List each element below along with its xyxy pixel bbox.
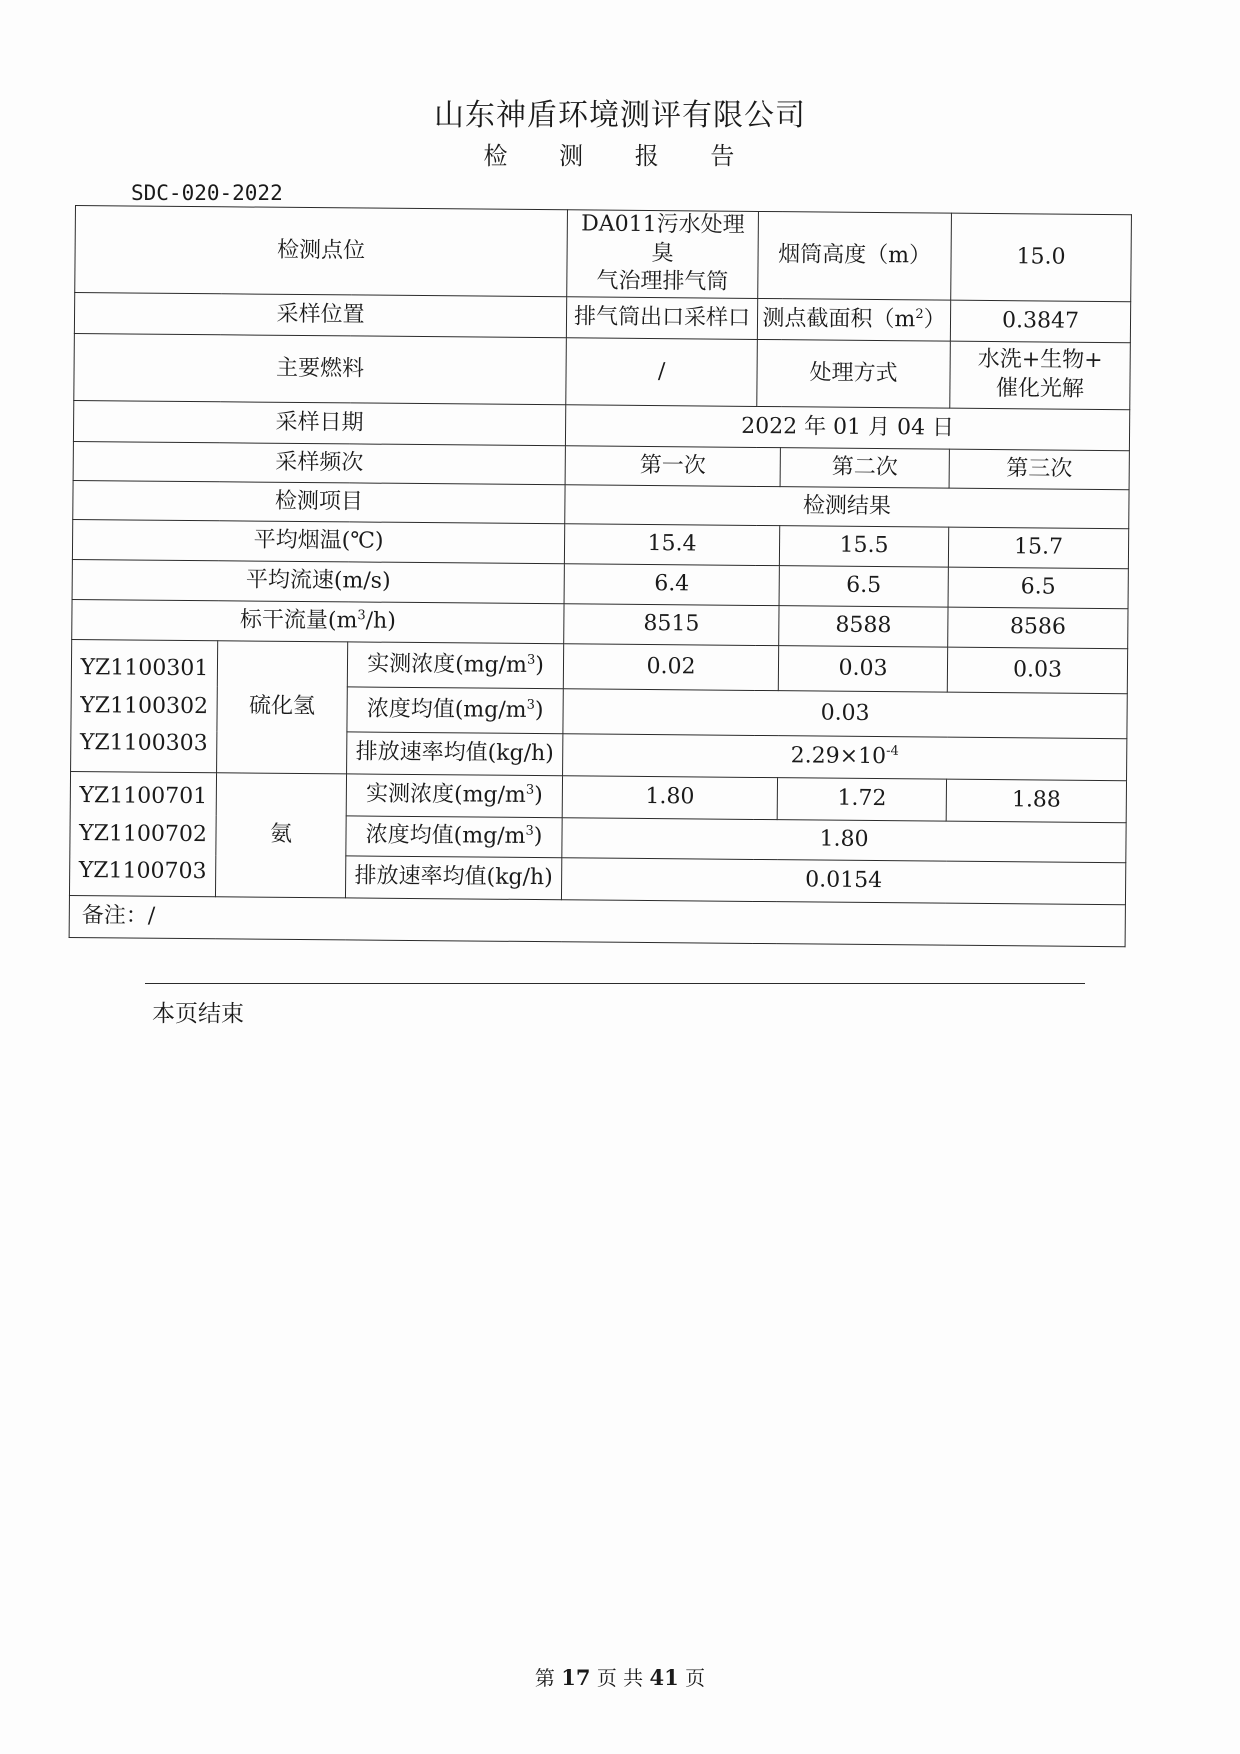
end-divider bbox=[145, 983, 1085, 984]
section-area-label bbox=[757, 298, 950, 341]
treatment-value-line1: 水洗+生物+ bbox=[977, 347, 1103, 374]
page-number bbox=[0, 1662, 1240, 1691]
rate-value bbox=[563, 734, 1127, 781]
section-area-label-suffix: ） bbox=[923, 307, 946, 333]
measured-label-sup: 3 bbox=[525, 782, 535, 798]
sample-code: YZ1100301 bbox=[80, 654, 209, 681]
rate-value-base: 2.29×10 bbox=[790, 743, 887, 770]
row-monitoring-point bbox=[75, 206, 1132, 302]
section-area-value: 0.3847 bbox=[950, 300, 1130, 343]
average-label-text: 浓度均值(mg/m bbox=[366, 696, 527, 723]
measured-label bbox=[346, 774, 562, 818]
section-area-label-text: 测点截面积（m bbox=[762, 305, 916, 333]
measured-label-text: 实测浓度(mg/m bbox=[367, 651, 528, 678]
end-of-page-note: 本页结束 bbox=[152, 1001, 244, 1027]
flue-param-value: 8515 bbox=[564, 604, 779, 646]
sample-code: YZ1100703 bbox=[78, 858, 207, 885]
page-number-prefix: 第 bbox=[534, 1666, 555, 1690]
flue-param-value: 6.4 bbox=[564, 564, 779, 606]
report-title: 检 测 报 告 bbox=[483, 142, 757, 170]
rate-label: 排放速率均值(kg/h) bbox=[347, 732, 563, 776]
flue-param-value: 15.5 bbox=[779, 526, 948, 567]
measured-label-suffix: ) bbox=[535, 652, 544, 678]
monitoring-table bbox=[69, 205, 1132, 947]
average-label-sup: 3 bbox=[525, 823, 534, 839]
average-label-suffix: ) bbox=[533, 824, 543, 850]
measured-label-suffix: ) bbox=[534, 783, 543, 809]
row-remark bbox=[69, 895, 1125, 946]
rate-value-exponent: -4 bbox=[886, 743, 899, 760]
average-value: 1.80 bbox=[562, 818, 1126, 863]
sample-code: YZ1100303 bbox=[79, 730, 208, 757]
flue-param-label: 平均烟温(℃) bbox=[72, 519, 564, 563]
stack-height-value: 15.0 bbox=[951, 213, 1132, 302]
measured-value: 1.88 bbox=[946, 779, 1126, 823]
flue-param-value: 6.5 bbox=[779, 566, 948, 607]
flue-param-value: 15.7 bbox=[948, 527, 1128, 569]
average-label-suffix: ) bbox=[534, 697, 544, 723]
item-label: 检测项目 bbox=[73, 480, 565, 523]
flue-param-value: 6.5 bbox=[948, 567, 1128, 609]
measured-value: 1.80 bbox=[562, 776, 777, 820]
flue-param-value: 8588 bbox=[779, 606, 948, 647]
row-nh3-measured bbox=[70, 771, 1126, 822]
fuel-label: 主要燃料 bbox=[74, 333, 567, 404]
point-value-line2: 气治理排气筒 bbox=[596, 268, 729, 296]
sampling-position-label: 采样位置 bbox=[74, 293, 566, 338]
date-label: 采样日期 bbox=[73, 400, 565, 445]
page-number-current: 17 bbox=[561, 1665, 591, 1690]
flow-label-text: 标干流量(m bbox=[239, 607, 358, 634]
measured-label-text: 实测浓度(mg/m bbox=[365, 781, 526, 809]
average-label-text: 浓度均值(mg/m bbox=[365, 822, 526, 850]
average-label-sup: 3 bbox=[526, 697, 535, 713]
flue-param-value: 8586 bbox=[948, 607, 1128, 649]
treatment-label: 处理方式 bbox=[757, 339, 951, 408]
row-fuel bbox=[74, 333, 1131, 409]
flue-param-label: 平均流速(m/s) bbox=[72, 559, 564, 603]
pollutant-name: 硫化氢 bbox=[217, 641, 348, 774]
date-value: 2022 年 01 月 04 日 bbox=[565, 405, 1129, 451]
company-name: 山东神盾环境测评有限公司 bbox=[434, 98, 806, 133]
measured-label bbox=[347, 642, 563, 689]
treatment-value-line2: 催化光解 bbox=[995, 376, 1085, 402]
point-value bbox=[567, 210, 759, 299]
frequency-3: 第三次 bbox=[949, 449, 1129, 490]
sampling-position-value: 排气筒出口采样口 bbox=[566, 297, 757, 340]
result-label: 检测结果 bbox=[565, 485, 1129, 529]
pollutant-name: 氨 bbox=[215, 773, 346, 898]
sample-codes bbox=[69, 771, 216, 896]
section-area-label-sup: 2 bbox=[915, 306, 924, 322]
average-value: 0.03 bbox=[563, 689, 1127, 739]
measured-value: 0.03 bbox=[947, 647, 1127, 694]
rate-value: 0.0154 bbox=[561, 858, 1125, 905]
sample-code: YZ1100701 bbox=[79, 782, 208, 809]
page-number-total: 41 bbox=[649, 1665, 679, 1690]
frequency-2: 第二次 bbox=[780, 448, 949, 488]
flue-param-label bbox=[72, 599, 564, 643]
measured-value: 0.02 bbox=[563, 644, 778, 691]
measured-value: 0.03 bbox=[778, 646, 947, 692]
rate-label: 排放速率均值(kg/h) bbox=[345, 856, 561, 900]
frequency-1: 第一次 bbox=[565, 446, 780, 487]
fuel-value: / bbox=[566, 338, 758, 407]
measured-label-sup: 3 bbox=[526, 652, 536, 668]
sample-code: YZ1100702 bbox=[79, 820, 208, 847]
average-label bbox=[346, 816, 562, 858]
row-h2s-measured bbox=[71, 639, 1127, 693]
flue-param-value: 15.4 bbox=[564, 524, 779, 566]
sample-code: YZ1100302 bbox=[80, 692, 209, 719]
measured-value: 1.72 bbox=[777, 778, 946, 821]
frequency-label: 采样频次 bbox=[73, 441, 565, 484]
average-label bbox=[347, 687, 563, 734]
treatment-value bbox=[950, 341, 1131, 410]
page-number-suffix: 页 bbox=[685, 1666, 706, 1690]
point-label: 检测点位 bbox=[75, 206, 568, 297]
remark: 备注：/ bbox=[69, 895, 1125, 946]
sample-codes bbox=[71, 639, 218, 772]
point-value-line1: DA011污水处理臭 bbox=[581, 211, 745, 266]
stack-height-label: 烟筒高度（m） bbox=[758, 211, 952, 300]
report-number: SDC-020-2022 bbox=[131, 181, 283, 205]
page-number-middle: 页 共 bbox=[596, 1666, 644, 1690]
flow-label-sup: 3 bbox=[357, 608, 366, 624]
flow-label-suffix: /h) bbox=[365, 608, 396, 635]
